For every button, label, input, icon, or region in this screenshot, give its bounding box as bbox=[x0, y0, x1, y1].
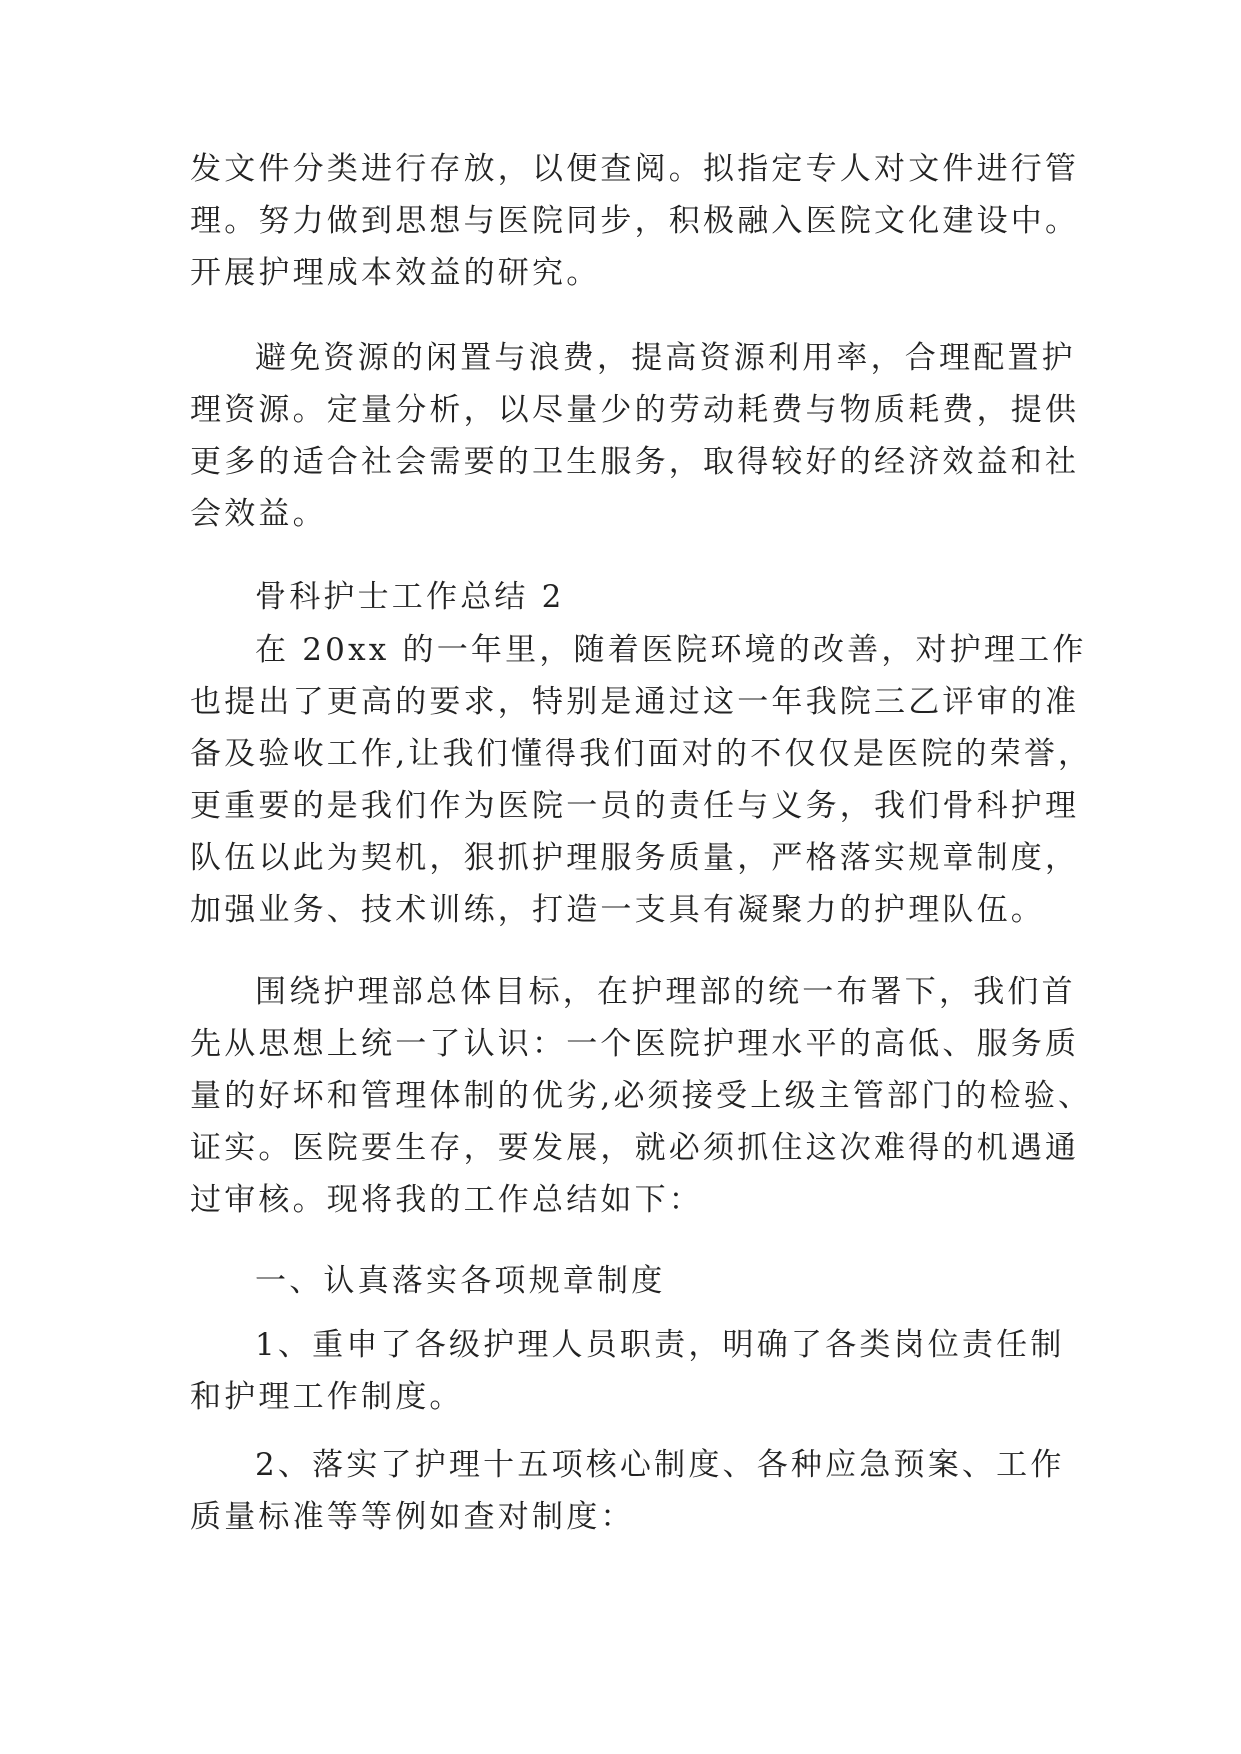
section-heading: 一、认真落实各项规章制度 bbox=[255, 1263, 666, 1299]
paragraph-line: 围绕护理部总体目标，在护理部的统一布署下，我们首 bbox=[255, 974, 1076, 1010]
paragraph-line: 队伍以此为契机，狠抓护理服务质量，严格落实规章制度， bbox=[190, 840, 1080, 876]
paragraph-line: 加强业务、技术训练，打造一支具有凝聚力的护理队伍。 bbox=[190, 892, 1045, 928]
paragraph-line: 理。努力做到思想与医院同步，积极融入医院文化建设中。 bbox=[190, 203, 1080, 239]
paragraph-line: 避免资源的闲置与浪费，提高资源利用率，合理配置护 bbox=[255, 340, 1076, 376]
paragraph-line: 更多的适合社会需要的卫生服务，取得较好的经济效益和社 bbox=[190, 444, 1080, 480]
paragraph-line: 证实。医院要生存，要发展，就必须抓住这次难得的机遇通 bbox=[190, 1130, 1080, 1166]
paragraph-line: 在 20xx 的一年里，随着医院环境的改善，对护理工作 bbox=[255, 632, 1087, 668]
paragraph-line: 2、落实了护理十五项核心制度、各种应急预案、工作 bbox=[255, 1447, 1065, 1483]
paragraph-line: 更重要的是我们作为医院一员的责任与义务，我们骨科护理 bbox=[190, 788, 1080, 824]
paragraph-line: 开展护理成本效益的研究。 bbox=[190, 255, 601, 291]
paragraph-line: 发文件分类进行存放，以便查阅。拟指定专人对文件进行管 bbox=[190, 151, 1080, 187]
paragraph-line: 1、重申了各级护理人员职责，明确了各类岗位责任制 bbox=[255, 1327, 1065, 1363]
paragraph-line: 和护理工作制度。 bbox=[190, 1379, 464, 1415]
paragraph-line: 质量标准等等例如查对制度： bbox=[190, 1499, 635, 1535]
section-heading: 骨科护士工作总结 2 bbox=[255, 579, 565, 615]
paragraph-line: 理资源。定量分析，以尽量少的劳动耗费与物质耗费，提供 bbox=[190, 392, 1080, 428]
paragraph-line: 备及验收工作,让我们懂得我们面对的不仅仅是医院的荣誉， bbox=[190, 736, 1093, 772]
paragraph-line: 量的好坏和管理体制的优劣,必须接受上级主管部门的检验、 bbox=[190, 1078, 1093, 1114]
paragraph-line: 会效益。 bbox=[190, 496, 327, 532]
paragraph-line: 也提出了更高的要求，特别是通过这一年我院三乙评审的准 bbox=[190, 684, 1080, 720]
paragraph-line: 先从思想上统一了认识：一个医院护理水平的高低、服务质 bbox=[190, 1026, 1080, 1062]
paragraph-line: 过审核。现将我的工作总结如下： bbox=[190, 1182, 703, 1218]
